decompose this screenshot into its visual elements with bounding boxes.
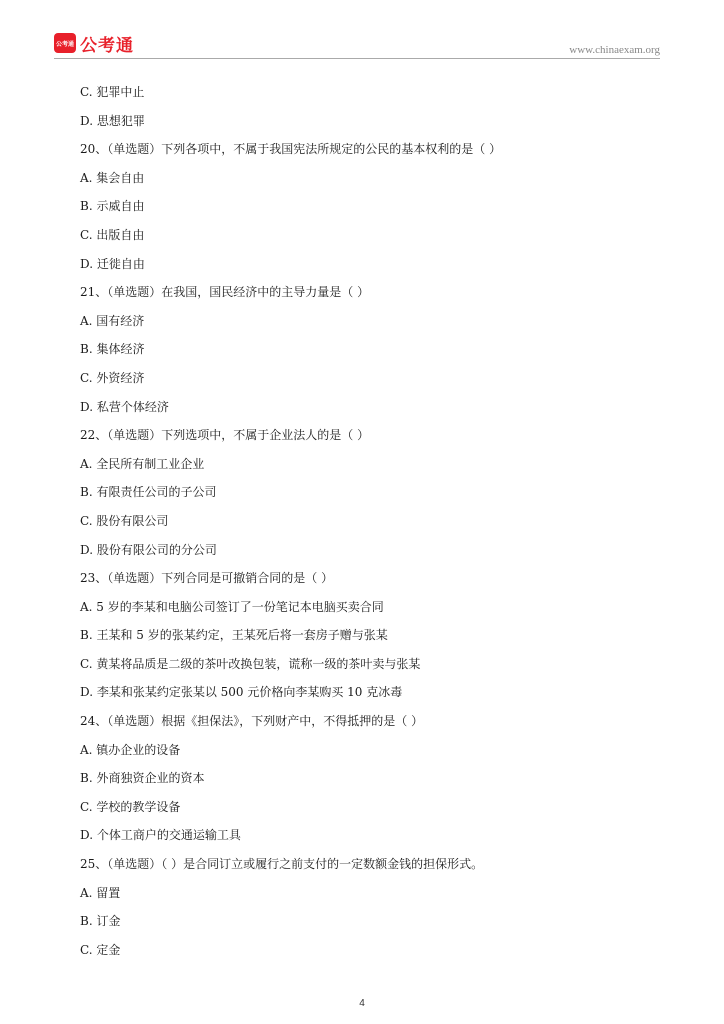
option-a-22: A. 全民所有制工业企业	[80, 456, 205, 471]
option-d-22: D. 股份有限公司的分公司	[80, 542, 217, 557]
option-a-20: A. 集会自由	[80, 170, 145, 185]
site-url[interactable]: www.chinaexam.org	[569, 44, 660, 56]
question-23: 23、（单选题）下列合同是可撤销合同的是（ ）	[80, 571, 334, 586]
option-d-20: D. 迁徙自由	[80, 256, 145, 271]
option-c-20: C. 出版自由	[80, 227, 145, 242]
option-d-19: D. 思想犯罪	[80, 113, 145, 128]
option-c-23: C. 黄某将品质是二级的茶叶改换包装，谎称一级的茶叶卖与张某	[80, 656, 421, 671]
option-a-23: A. 5 岁的李某和电脑公司签订了一份笔记本电脑买卖合同	[80, 599, 384, 614]
option-c-24: C. 学校的教学设备	[80, 799, 181, 814]
option-b-24: B. 外商独资企业的资本	[80, 771, 205, 786]
logo-badge-icon: 公考通	[54, 33, 76, 53]
header-divider	[54, 58, 660, 59]
question-20: 20、（单选题）下列各项中，不属于我国宪法所规定的公民的基本权利的是（ ）	[80, 142, 502, 157]
logo-text: 公考通	[80, 35, 134, 56]
option-c-19: C. 犯罪中止	[80, 85, 145, 99]
option-b-21: B. 集体经济	[80, 342, 145, 357]
question-21: 21、（单选题）在我国，国民经济中的主导力量是（ ）	[80, 285, 370, 300]
document-body	[80, 78, 660, 964]
option-c-21: C. 外资经济	[80, 370, 145, 385]
option-a-21: A. 国有经济	[80, 313, 145, 328]
option-b-25: B. 订金	[80, 914, 121, 929]
option-b-23: B. 王某和 5 岁的张某约定，王某死后将一套房子赠与张某	[80, 628, 388, 643]
brand-logo[interactable]	[54, 32, 134, 54]
question-25: 25、（单选题）（ ）是合同订立或履行之前支付的一定数额金钱的担保形式。	[80, 857, 484, 872]
option-a-25: A. 留置	[80, 885, 121, 900]
option-d-21: D. 私营个体经济	[80, 399, 169, 414]
option-b-20: B. 示威自由	[80, 199, 145, 214]
option-d-23: D. 李某和张某约定张某以 500 元价格向李某购买 10 克冰毒	[80, 685, 403, 700]
page-number: 4	[359, 998, 365, 1009]
page-header	[0, 0, 724, 64]
option-c-25: C. 定金	[80, 942, 121, 957]
option-b-22: B. 有限责任公司的子公司	[80, 485, 217, 500]
option-c-22: C. 股份有限公司	[80, 513, 169, 528]
question-24: 24、（单选题）根据《担保法》，下列财产中，不得抵押的是（ ）	[80, 714, 424, 729]
option-d-24: D. 个体工商户的交通运输工具	[80, 828, 241, 843]
question-22: 22、（单选题）下列选项中，不属于企业法人的是（ ）	[80, 428, 370, 443]
option-a-24: A. 镇办企业的设备	[80, 742, 181, 757]
